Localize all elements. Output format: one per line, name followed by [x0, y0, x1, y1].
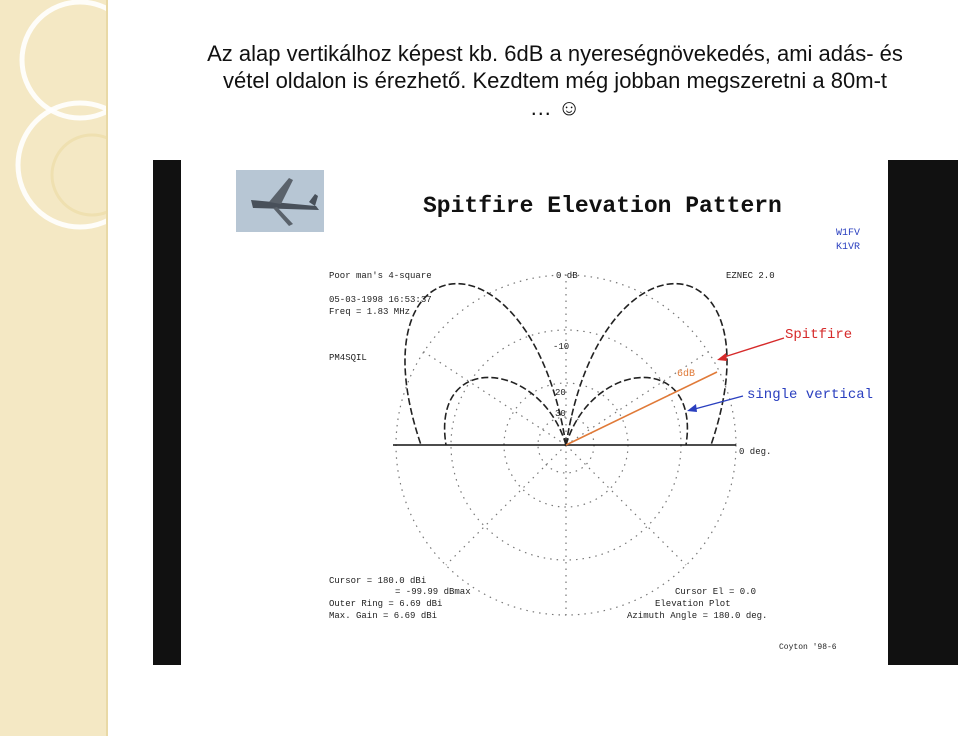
ring-label-10: -10: [553, 342, 570, 352]
slide-body-text: [160, 40, 950, 121]
figure-right-border: [888, 160, 958, 665]
slide-text-line-1: Az alap vertikálhoz képest kb. 6dB a nyereségnövekedés, ami adás- és: [207, 41, 903, 66]
cursor-line-4: Max. Gain = 6.69 dBi: [329, 611, 438, 621]
vertical-lobe-left: [445, 377, 566, 445]
vertical-arrow-head-icon: [687, 404, 697, 412]
elevation-plot-label: Elevation Plot: [655, 599, 731, 609]
spitfire-photo-icon: [236, 170, 324, 232]
azimuth-angle: Azimuth Angle = 180.0 deg.: [627, 611, 768, 621]
spitfire-arrow: [721, 338, 784, 358]
figure-left-border: [153, 160, 181, 665]
annot-single-vertical: single vertical: [747, 387, 874, 403]
label-date: 05-03-1998 16:53:37: [329, 295, 432, 305]
slide-text-line-3: … ☺: [529, 95, 581, 120]
elevation-pattern-figure: [153, 160, 958, 665]
decor-circles-icon: [0, 0, 108, 736]
credit-label: Coyton '98-6: [779, 643, 837, 652]
cursor-line-1: Cursor = 180.0 dBi: [329, 576, 427, 586]
callsign-w1fv: W1FV: [836, 228, 861, 239]
ring-label-20: 20: [555, 388, 566, 398]
label-freq: Freq = 1.83 MHz: [329, 307, 411, 317]
label-zero-db: 0 dB: [556, 271, 578, 281]
label-zero-deg: 0 deg.: [739, 447, 772, 457]
slide-text-line-2: vétel oldalon is érezhető. Kezdtem még jobban megszeretni a 80m-t: [222, 68, 888, 93]
spitfire-lobe-left: [405, 284, 566, 445]
figure-paper: [181, 160, 888, 665]
elevation-plot-svg: [181, 160, 888, 665]
annot-spitfire: Spitfire: [785, 327, 853, 343]
figure-title: Spitfire Elevation Pattern: [423, 193, 782, 219]
label-eznec: EZNEC 2.0: [726, 271, 775, 281]
spitfire-lobe-right: [566, 284, 727, 445]
ring-label-30: 30: [555, 409, 566, 419]
cursor-line-2: = -99.99 dBmax: [395, 587, 471, 597]
annot-6db: 6dB: [677, 369, 696, 380]
side-decor-band: [0, 0, 108, 736]
vertical-arrow: [691, 396, 743, 410]
spitfire-arrow-head-icon: [717, 353, 727, 361]
callsign-k1vr: K1VR: [836, 242, 861, 253]
cursor-elevation: Cursor El = 0.0: [675, 587, 757, 597]
cursor-line-3: Outer Ring = 6.69 dBi: [329, 599, 443, 609]
label-file: PM4SQIL: [329, 353, 367, 363]
label-poor-mans: Poor man's 4-square: [329, 271, 432, 281]
vertical-lobe-right: [566, 377, 687, 445]
